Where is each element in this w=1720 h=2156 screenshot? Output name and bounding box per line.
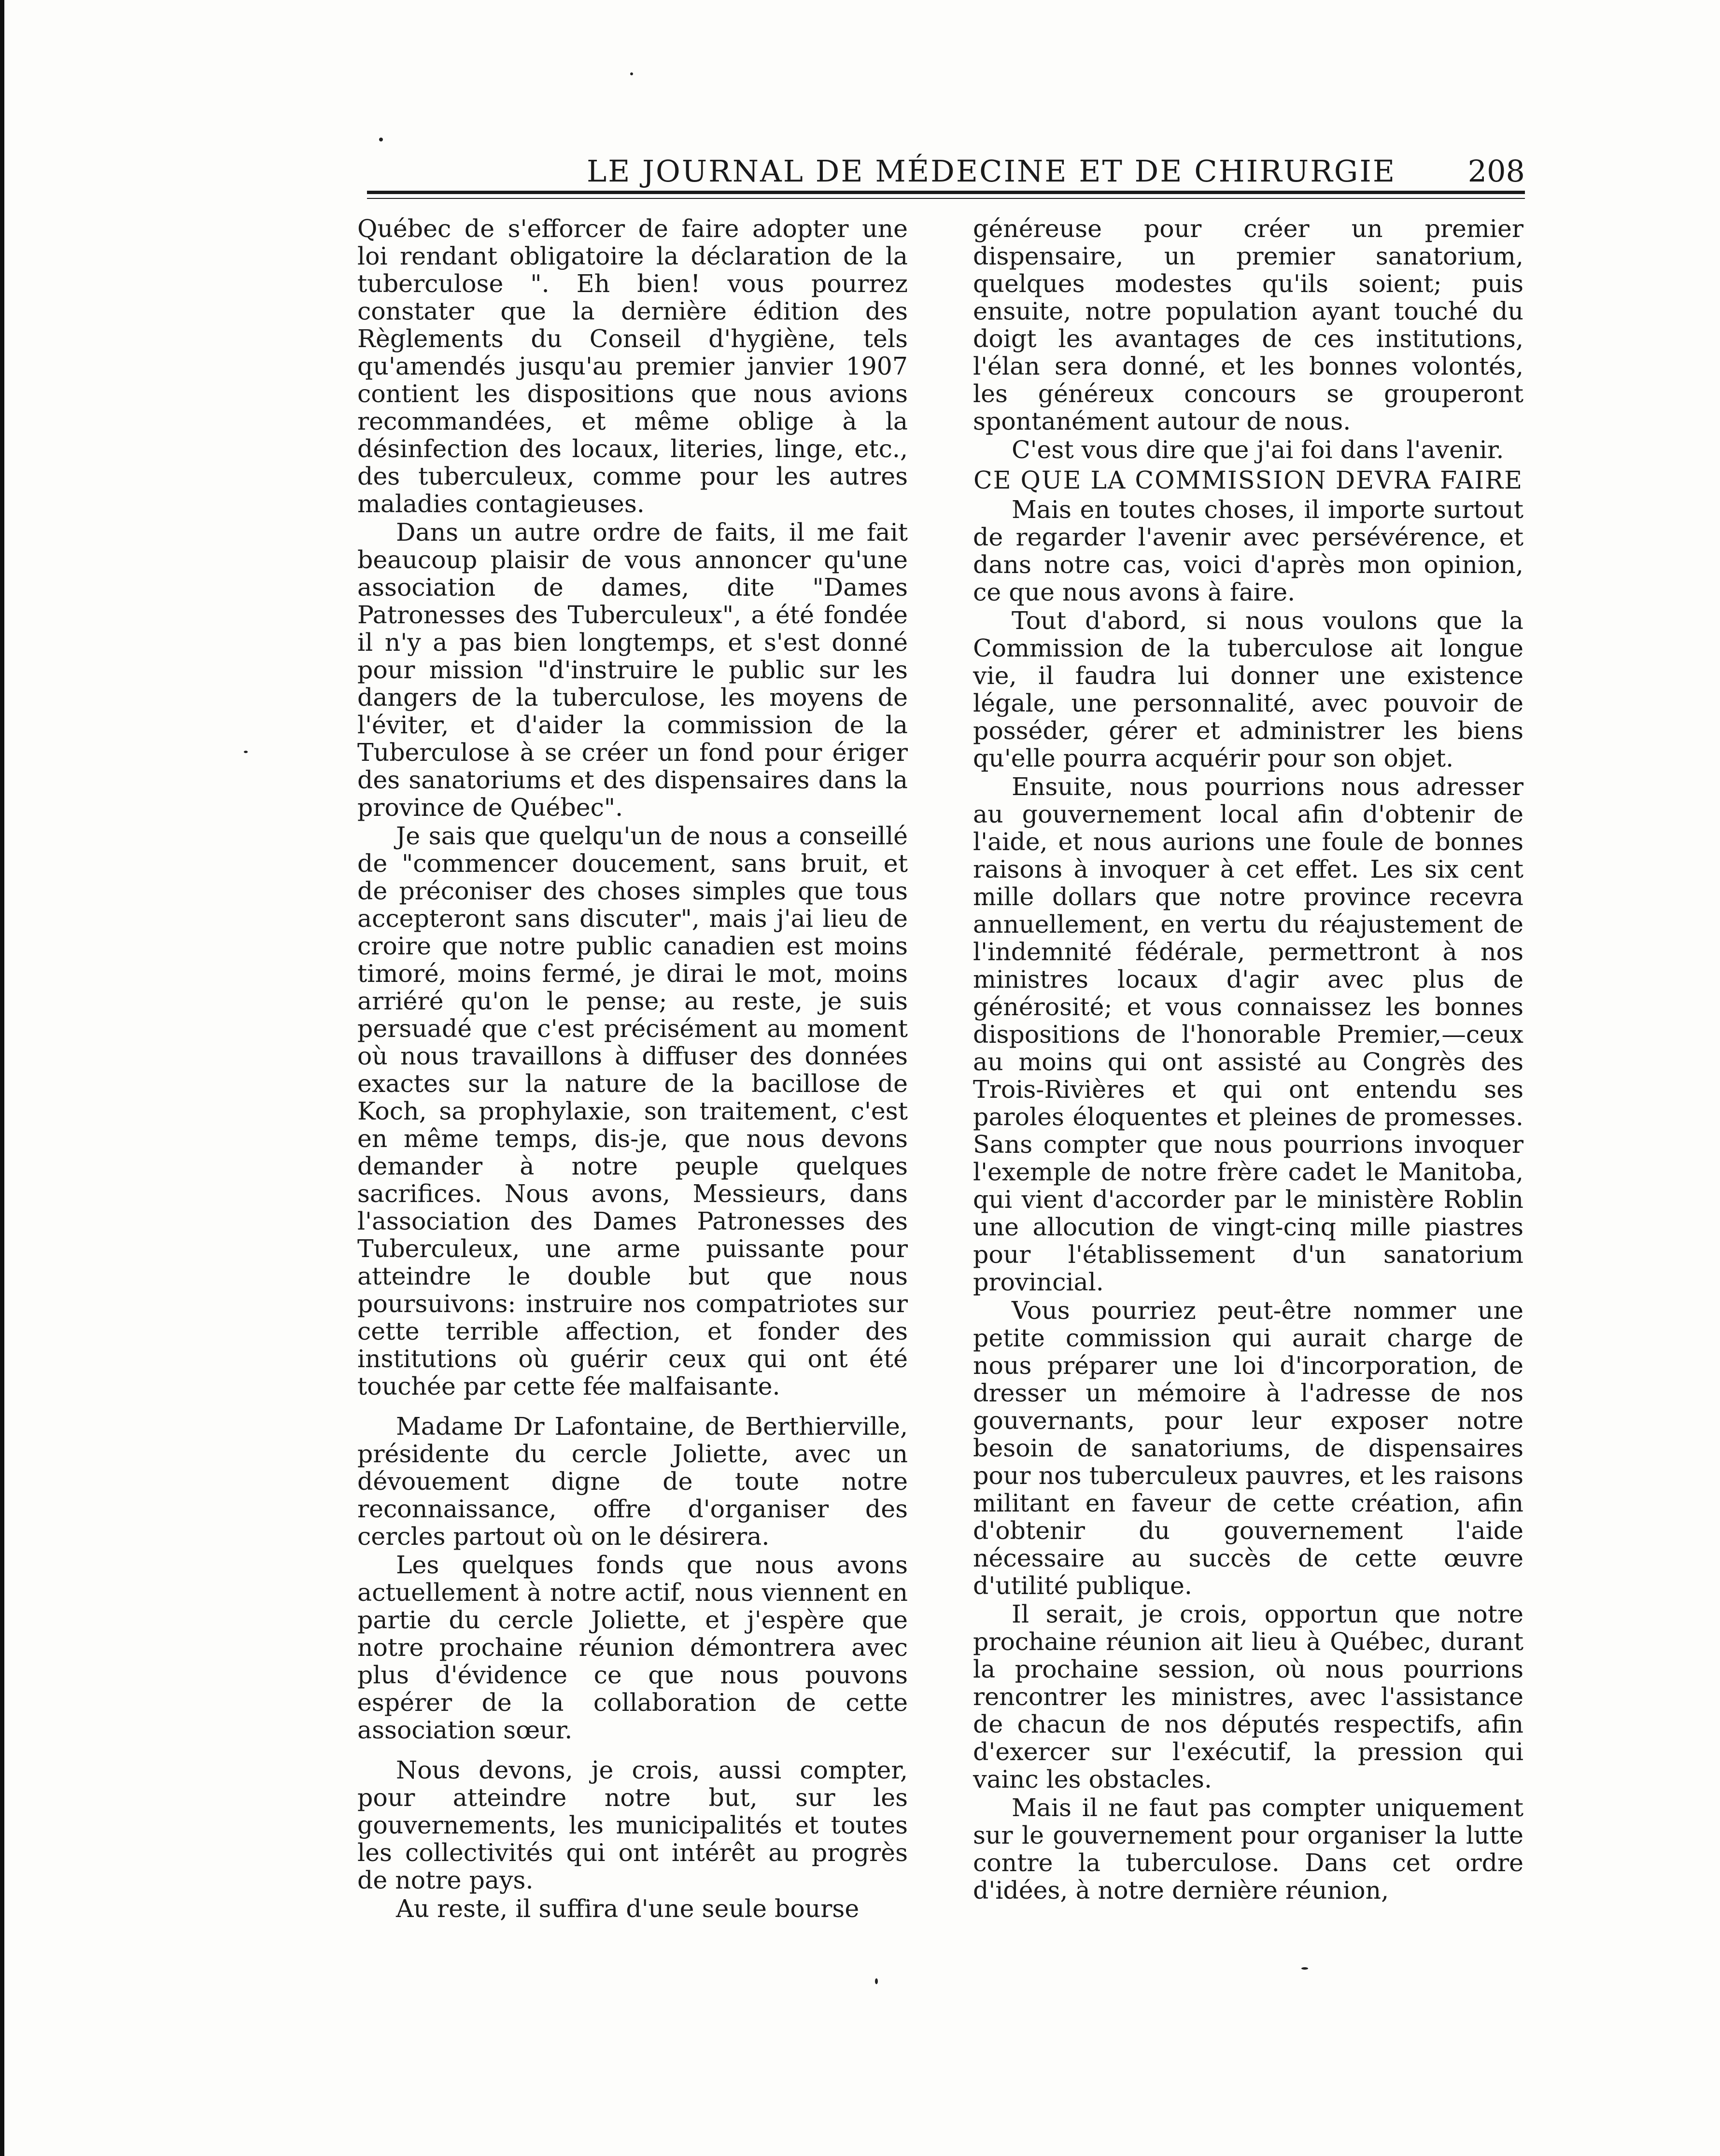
paragraph: Mais en toutes choses, il importe surtout de regarder l'avenir avec persévérence, et dans notre cas, voici d'après mon opinion, ce que nous avons à faire. bbox=[973, 495, 1523, 606]
paragraph: Au reste, il suffira d'une seule bourse bbox=[396, 1894, 860, 1923]
paragraph: Vous pourriez peut-être nommer une petite commission qui aurait charge de nous préparer une loi d'incorporation, de dresser un mémoire à l'adresse de nos gouvernants, pour leur exposer notre besoin de sanatoriums, de dispensaires pour nos tuberculeux pauvres, et les raisons militant en faveur de cette création, afin d'obtenir du gouvernement l'aide nécessaire au succès de cette œuvre d'utilité publique. bbox=[973, 1296, 1523, 1600]
paragraph: Madame Dr Lafontaine, de Berthierville, présidente du cercle Joliette, avec un dévouement digne de toute notre reconnaissance, offre d'organiser des cercles partout où on le désirera. bbox=[357, 1412, 908, 1551]
paragraph: Dans un autre ordre de faits, il me fait beaucoup plaisir de vous annoncer qu'une association de dames, dite "Dames Patronesses des Tuberculeux", a été fondée il n'y a pas bien longtemps, et s'est donné pour mission "d'instruire le public sur les dangers de la tuberculose, les moyens de l'éviter, et d'aider la commission de la Tuberculose à se créer un fond pour ériger des sanatoriums et des dispensaires dans la province de Québec". bbox=[357, 518, 908, 822]
scan-speck bbox=[875, 1978, 878, 1984]
header-rule-thick bbox=[367, 191, 1525, 194]
paragraph: Tout d'abord, si nous voulons que la Commission de la tuberculose ait longue vie, il faudra lui donner une existence légale, une personnalité, avec pouvoir de posséder, gérer et administrer les biens qu'elle pourra acquérir pour son objet. bbox=[973, 606, 1523, 772]
left-column bbox=[357, 215, 908, 1923]
paragraph: Mais il ne faut pas compter uniquement sur le gouvernement pour organiser la lutte contre la tuberculose. Dans cet ordre d'idées, à notre dernière réunion, bbox=[973, 1793, 1523, 1904]
scan-speck bbox=[244, 751, 248, 753]
paragraph: Les quelques fonds que nous avons actuellement à notre actif, nous viennent en partie du cercle Joliette, et j'espère que notre prochaine réunion démontrera avec plus d'évidence ce que nous pouvons espérer de la collaboration de cette association sœur. bbox=[357, 1551, 908, 1744]
paragraph: Ensuite, nous pourrions nous adresser au gouvernement local afin d'obtenir de l'aide, et nous aurions une foule de bonnes raisons à invoquer à cet effet. Les six cent mille dollars que notre province recevra annuellement, en vertu du réajustement de l'indemnité fédérale, permettront à nos ministres locaux d'agir avec plus de générosité; et vous connaissez les bonnes dispositions de l'honorable Premier,—ceux au moins qui ont assisté au Congrès des Trois-Rivières et qui ont entendu ses paroles éloquentes et pleines de promesses. Sans compter que nous pourrions invoquer l'exemple de notre frère cadet le Manitoba, qui vient d'accorder par le ministère Roblin une allocution de vingt-cinq mille piastres pour l'établissement d'un sanatorium provincial. bbox=[973, 772, 1523, 1296]
scan-edge-bar bbox=[0, 0, 4, 2156]
paragraph: Il serait, je crois, opportun que notre prochaine réunion ait lieu à Québec, durant la prochaine session, où nous pourrions rencontrer les ministres, avec l'assistance de chacun de nos députés respectifs, afin d'exercer sur l'exécutif, la pression qui vainc les obstacles. bbox=[973, 1600, 1523, 1793]
paragraph: généreuse pour créer un premier dispensaire, un premier sanatorium, quelques modestes qu'ils soient; puis ensuite, notre population ayant touché du doigt les avantages de ces institutions, l'élan sera donné, et les bonnes volontés, les généreux concours se grouperont spontanément autour de nous. bbox=[973, 214, 1523, 435]
paragraph: C'est vous dire que j'ai foi dans l'avenir. bbox=[1012, 435, 1504, 464]
paragraph: Nous devons, je crois, aussi compter, pour atteindre notre but, sur les gouvernements, les municipalités et toutes les collectivités qui ont intérêt au progrès de notre pays. bbox=[357, 1756, 908, 1894]
header-rule-thin bbox=[367, 198, 1525, 199]
scan-speck bbox=[1301, 1967, 1308, 1970]
paragraph: Québec de s'efforcer de faire adopter une loi rendant obligatoire la déclaration de la tuberculose ". Eh bien! vous pourrez constater que la dernière édition des Règlements du Conseil d'hygiène, tels qu'amendés jusqu'au premier janvier 1907 contient les dispositions que nous avions recommandées, et même oblige à la désinfection des locaux, literies, linge, etc., des tuberculeux, comme pour les autres maladies contagieuses. bbox=[357, 214, 908, 518]
page-number: 208 bbox=[1467, 154, 1525, 189]
right-column bbox=[973, 215, 1523, 1905]
scan-speck bbox=[379, 138, 383, 141]
section-heading: CE QUE LA COMMISSION DEVRA FAIRE bbox=[973, 466, 1523, 494]
paragraph: Je sais que quelqu'un de nous a conseillé de "commencer doucement, sans bruit, et de préconiser des choses simples que tous accepteront sans discuter", mais j'ai lieu de croire que notre public canadien est moins timoré, moins fermé, je dirai le mot, moins arriéré qu'on le pense; au reste, je suis persuadé que c'est précisément au moment où nous travaillons à diffuser des données exactes sur la nature de la bacillose de Koch, sa prophylaxie, son traitement, c'est en même temps, dis-je, que nous devons demander à notre peuple quelques sacrifices. Nous avons, Messieurs, dans l'association des Dames Patronesses des Tuberculeux, une arme puissante pour atteindre le double but que nous poursuivons: instruire nos compatriotes sur cette terrible affection, et fonder des institutions où guérir ceux qui ont été touchée par cette fée malfaisante. bbox=[357, 822, 908, 1400]
scan-speck bbox=[630, 72, 633, 75]
running-title: LE JOURNAL DE MÉDECINE ET DE CHIRURGIE bbox=[587, 154, 1396, 189]
